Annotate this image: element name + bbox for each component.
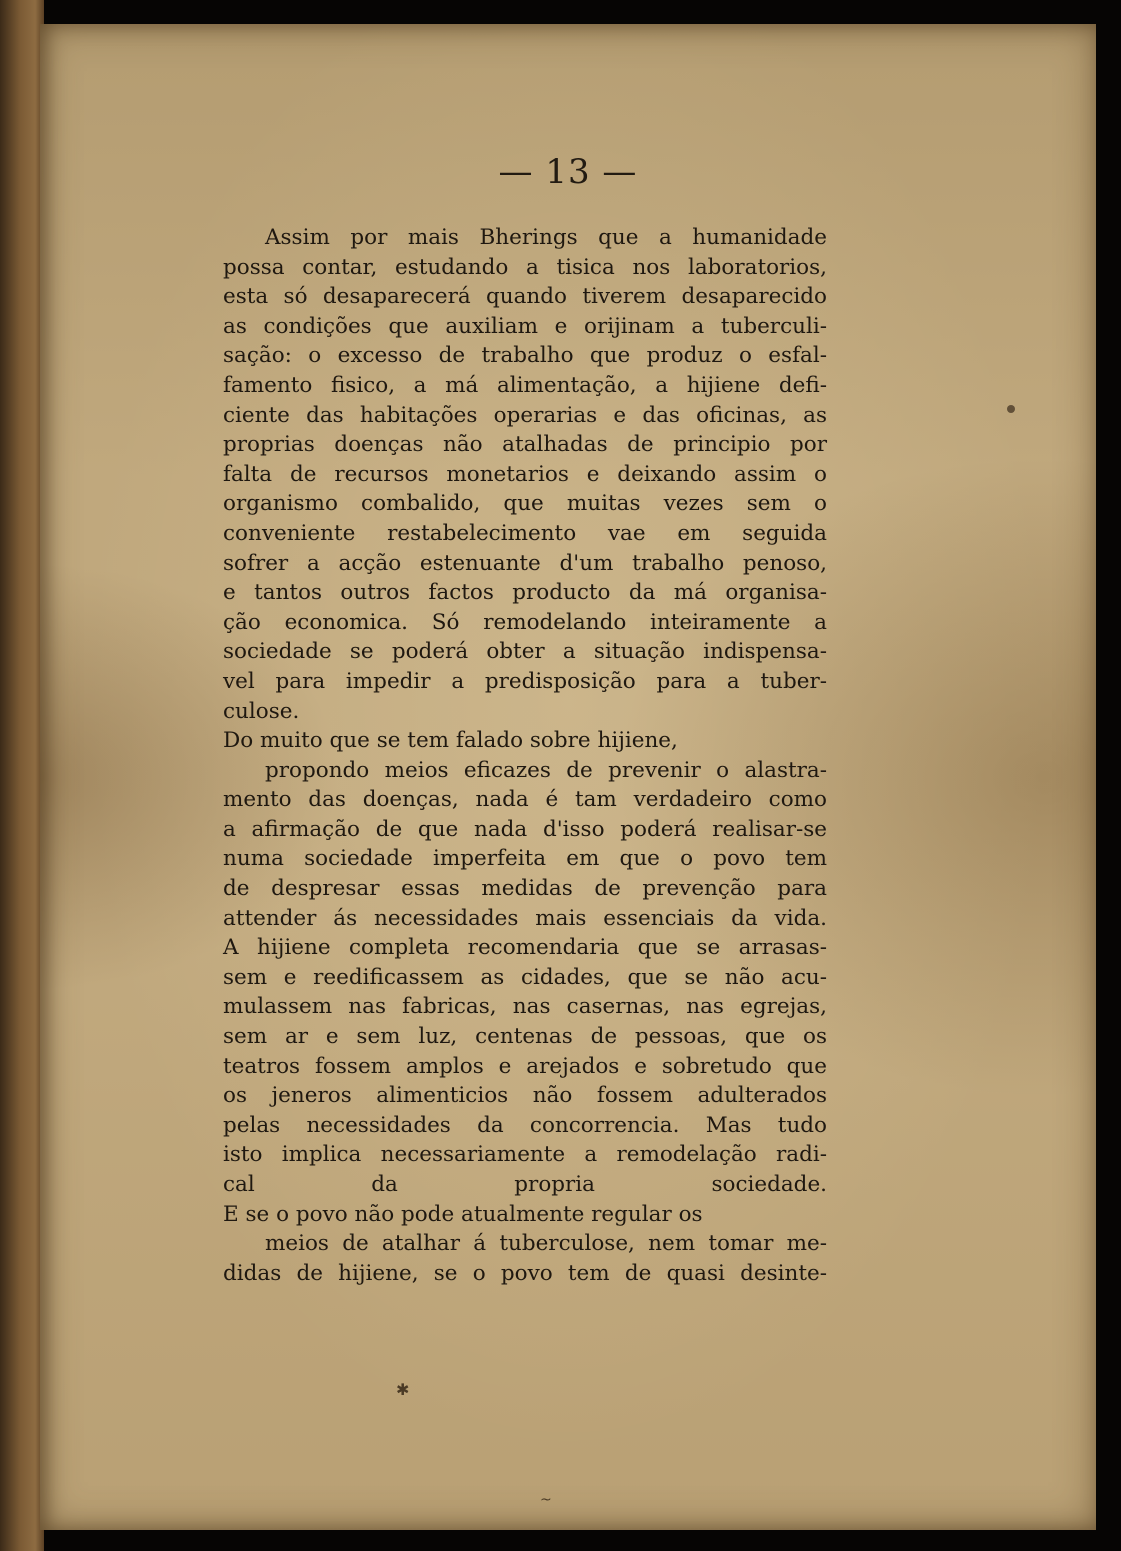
text-line: sem e reedificassem as cidades, que se não acu- xyxy=(223,964,827,990)
page-number: — 13 — xyxy=(498,152,638,192)
previous-page-edge xyxy=(0,0,44,1551)
text-line: ciente das habitações operarias e das oficinas, as xyxy=(223,402,827,428)
ink-speck: ~ xyxy=(540,1492,552,1508)
text-line: sem ar e sem luz, centenas de pessoas, que os xyxy=(223,1024,827,1050)
text-line: sofrer a acção estenuante d'um trabalho penoso, xyxy=(223,550,827,576)
paper-sheet xyxy=(40,24,1096,1530)
text-line: cal da propria sociedade. xyxy=(223,1172,827,1197)
text-line: famento fisico, a má alimentação, a hijiene defi- xyxy=(223,372,827,398)
text-line: organismo combalido, que muitas vezes sem o xyxy=(223,491,827,517)
text-line: didas de hijiene, se o povo tem de quasi desinte- xyxy=(223,1260,827,1286)
text-line: conveniente restabelecimento vae em seguida xyxy=(223,520,827,546)
text-line: sação: o excesso de trabalho que produz o esfal- xyxy=(223,343,827,369)
text-line: as condições que auxiliam e orijinam a tuberculi- xyxy=(223,313,827,339)
text-line: os jeneros alimenticios não fossem adulterados xyxy=(223,1083,827,1109)
text-line: mulassem nas fabricas, nas casernas, nas egrejas, xyxy=(223,994,827,1020)
text-line: sociedade se poderá obter a situação indispensa- xyxy=(223,639,827,665)
text-line: A hijiene completa recomendaria que se arrasas- xyxy=(223,935,827,961)
text-line: meios de atalhar á tuberculose, nem tomar me- xyxy=(265,1231,827,1257)
text-line: isto implica necessariamente a remodelação radi- xyxy=(223,1142,827,1168)
text-line: de despresar essas medidas de prevenção para xyxy=(223,876,827,902)
text-line: esta só desaparecerá quando tiverem desaparecido xyxy=(223,284,827,310)
text-line: proprias doenças não atalhadas de principio por xyxy=(223,432,827,458)
text-line: attender ás necessidades mais essenciais da vida. xyxy=(223,905,827,931)
text-line: a afirmação de que nada d'isso poderá realisar-se xyxy=(223,816,827,842)
text-line: mento das doenças, nada é tam verdadeiro como xyxy=(223,787,827,813)
text-line: E se o povo não pode atualmente regular os xyxy=(223,1201,703,1227)
text-line: possa contar, estudando a tisica nos laboratorios, xyxy=(223,254,827,280)
text-line: Assim por mais Bherings que a humanidade xyxy=(265,225,827,250)
body-text xyxy=(223,223,827,1288)
text-line: e tantos outros factos producto da má organisa- xyxy=(223,580,827,606)
ink-spot xyxy=(1007,405,1015,413)
text-line: pelas necessidades da concorrencia. Mas tudo xyxy=(223,1112,827,1138)
text-line: numa sociedade imperfeita em que o povo tem xyxy=(223,846,827,872)
text-line: falta de recursos monetarios e deixando assim o xyxy=(223,461,827,487)
text-line: culose. xyxy=(223,698,300,724)
ink-speck: ✱ xyxy=(396,1380,410,1399)
text-line: propondo meios eficazes de prevenir o alastra- xyxy=(265,757,827,783)
text-line: Do muito que se tem falado sobre hijiene, xyxy=(223,728,678,754)
text-line: vel para impedir a predisposição para a tuber- xyxy=(223,668,827,694)
text-line: teatros fossem amplos e arejados e sobretudo que xyxy=(223,1053,827,1079)
text-line: ção economica. Só remodelando inteiramente a xyxy=(223,609,827,635)
